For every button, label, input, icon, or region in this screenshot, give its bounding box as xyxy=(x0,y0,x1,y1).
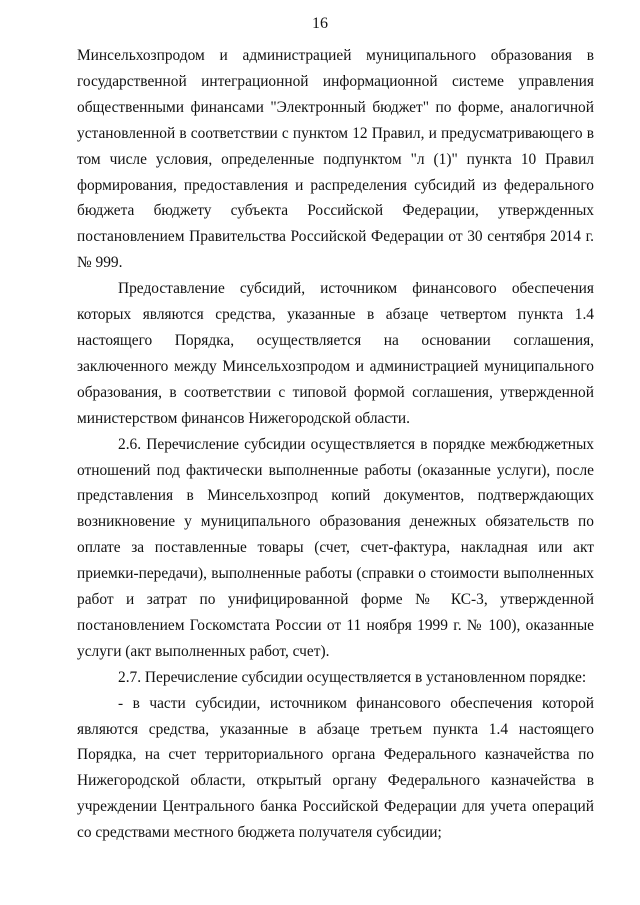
page-number: 16 xyxy=(312,15,328,32)
paragraph-5: - в части субсидии, источником финансового обеспечения которой являются средства, указанные в абзаце третьем пункта 1.4 настоящего Порядка, на счет территориального органа Федерального казначейства по Нижегородской области, открытый органу Федерального казначейства в учреждении Центрального банка Российской Федерации для учета операций со средствами местного бюджета получателя субсидии; xyxy=(77,694,594,842)
paragraph-1: Минсельхозпродом и администрацией муниципального образования в государственной интеграционной информационной системе управления общественными финансами "Электронный бюджет" по форме, аналогичной установленной в соответствии с пунктом 12 Правил, и предусматривающего в том числе условия, определенные подпунктом "л (1)" пункта 10 Правил формирования, предоставления и распределения субсидий из федерального бюджета бюджету субъекта Российской Федерации, утвержденных постановлением Правительства Российской Федерации от 30 сентября 2014 г. № 999. xyxy=(77,47,594,272)
document-body xyxy=(77,43,594,846)
paragraph-2: Предоставление субсидий, источником финансового обеспечения которых являются средства, указанные в абзаце четвертом пункта 1.4 настоящего Порядка, осуществляется на основании соглашения, заключенного между Минсельхозпродом и администрацией муниципального образования, в соответствии с типовой формой соглашения, утвержденной министерством финансов Нижегородской области. xyxy=(77,280,594,427)
paragraph-3: 2.6. Перечисление субсидии осуществляется в порядке межбюджетных отношений под фактически выполненные работы (оказанные услуги), после представления в Минсельхозпрод копий документов, подтверждающих возникновение у муниципального образования денежных обязательств по оплате за поставленные товары (счет, счет-фактура, накладная или акт приемки-передачи), выполненные работы (справки о стоимости выполненных работ и затрат по унифицированной форме № КС-3, утвержденной постановлением Госкомстата России от 11 ноября 1999 г. № 100), оказанные услуги (акт выполненных работ, счет). xyxy=(77,435,594,660)
paragraph-4: 2.7. Перечисление субсидии осуществляется в установленном порядке: xyxy=(118,668,587,686)
